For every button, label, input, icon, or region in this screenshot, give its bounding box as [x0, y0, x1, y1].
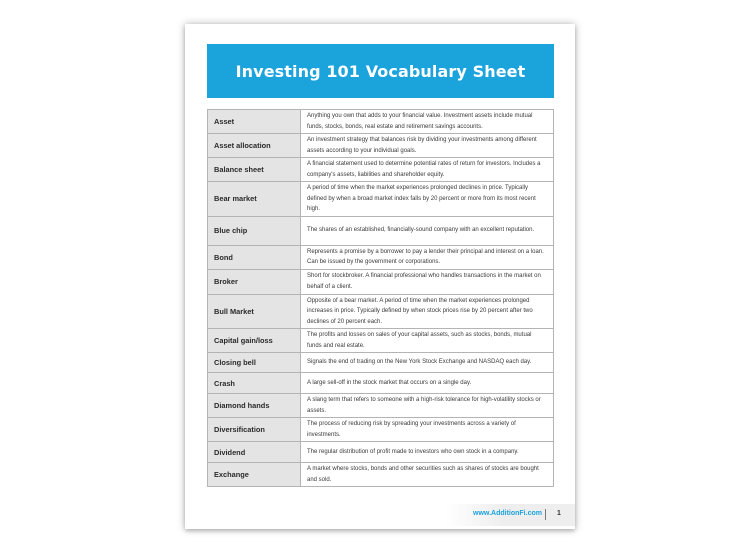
table-row: [208, 182, 554, 217]
definition-cell: Short for stockbroker. A financial professional who handles transactions in the market on behalf of a client.: [301, 269, 554, 294]
definition-cell: Opposite of a bear market. A period of time when the market experiences prolonged increases in price. Typically defined by when stock prices rise by 20 percent after two declines of 20 percent each.: [301, 294, 554, 329]
page-footer: [445, 504, 575, 526]
definition-cell: An investment strategy that balances risk by dividing your investments among different assets according to your individual goals.: [301, 134, 554, 158]
table-row: [208, 216, 554, 245]
definition-cell: A period of time when the market experiences prolonged declines in price. Typically defined by when a broad market index falls by 20 percent or more from its most recent high.: [301, 182, 554, 217]
definition-cell: Signals the end of trading on the New York Stock Exchange and NASDAQ each day.: [301, 353, 554, 373]
term-cell: Capital gain/loss: [208, 329, 301, 353]
table-row: [208, 329, 554, 353]
term-cell: Diamond hands: [208, 394, 301, 418]
term-cell: Crash: [208, 373, 301, 394]
title-banner: [207, 44, 554, 98]
definition-cell: The profits and losses on sales of your capital assets, such as stocks, bonds, mutual funds and real estate.: [301, 329, 554, 353]
table-row: [208, 394, 554, 418]
term-cell: Dividend: [208, 442, 301, 463]
vocabulary-sheet-page: [185, 24, 575, 529]
term-cell: Broker: [208, 269, 301, 294]
definition-cell: A large sell-off in the stock market that occurs on a single day.: [301, 373, 554, 394]
website-link[interactable]: www.AdditionFi.com: [473, 510, 542, 517]
definition-cell: Anything you own that adds to your financial value. Investment assets include mutual funds, stocks, bonds, real estate and retirement savings accounts.: [301, 110, 554, 134]
table-row: [208, 418, 554, 442]
table-row: [208, 110, 554, 134]
table-row: [208, 353, 554, 373]
term-cell: Blue chip: [208, 216, 301, 245]
term-cell: Diversification: [208, 418, 301, 442]
table-row: [208, 245, 554, 269]
definition-cell: The process of reducing risk by spreading your investments across a variety of investments.: [301, 418, 554, 442]
table-row: [208, 294, 554, 329]
term-cell: Bear market: [208, 182, 301, 217]
definition-cell: The shares of an established, financially-sound company with an excellent reputation.: [301, 216, 554, 245]
term-cell: Asset: [208, 110, 301, 134]
definition-cell: A slang term that refers to someone with a high-risk tolerance for high-volatility stocks or assets.: [301, 394, 554, 418]
table-row: [208, 373, 554, 394]
table-row: [208, 442, 554, 463]
footer-divider: [545, 509, 546, 520]
table-row: [208, 158, 554, 182]
page-title: Investing 101 Vocabulary Sheet: [235, 61, 526, 81]
vocabulary-table-body: [208, 110, 554, 487]
term-cell: Asset allocation: [208, 134, 301, 158]
table-row: [208, 134, 554, 158]
vocabulary-table: [207, 109, 554, 487]
term-cell: Balance sheet: [208, 158, 301, 182]
table-row: [208, 269, 554, 294]
term-cell: Bull Market: [208, 294, 301, 329]
term-cell: Bond: [208, 245, 301, 269]
definition-cell: A market where stocks, bonds and other securities such as shares of stocks are bought and sold.: [301, 463, 554, 487]
table-row: [208, 463, 554, 487]
term-cell: Exchange: [208, 463, 301, 487]
term-cell: Closing bell: [208, 353, 301, 373]
definition-cell: A financial statement used to determine potential rates of return for investors. Includes a company's assets, liabilities and shareholder equity.: [301, 158, 554, 182]
definition-cell: The regular distribution of profit made to investors who own stock in a company.: [301, 442, 554, 463]
page-number: 1: [557, 510, 561, 517]
definition-cell: Represents a promise by a borrower to pay a lender their principal and interest on a loan. Can be issued by the government or corporations.: [301, 245, 554, 269]
